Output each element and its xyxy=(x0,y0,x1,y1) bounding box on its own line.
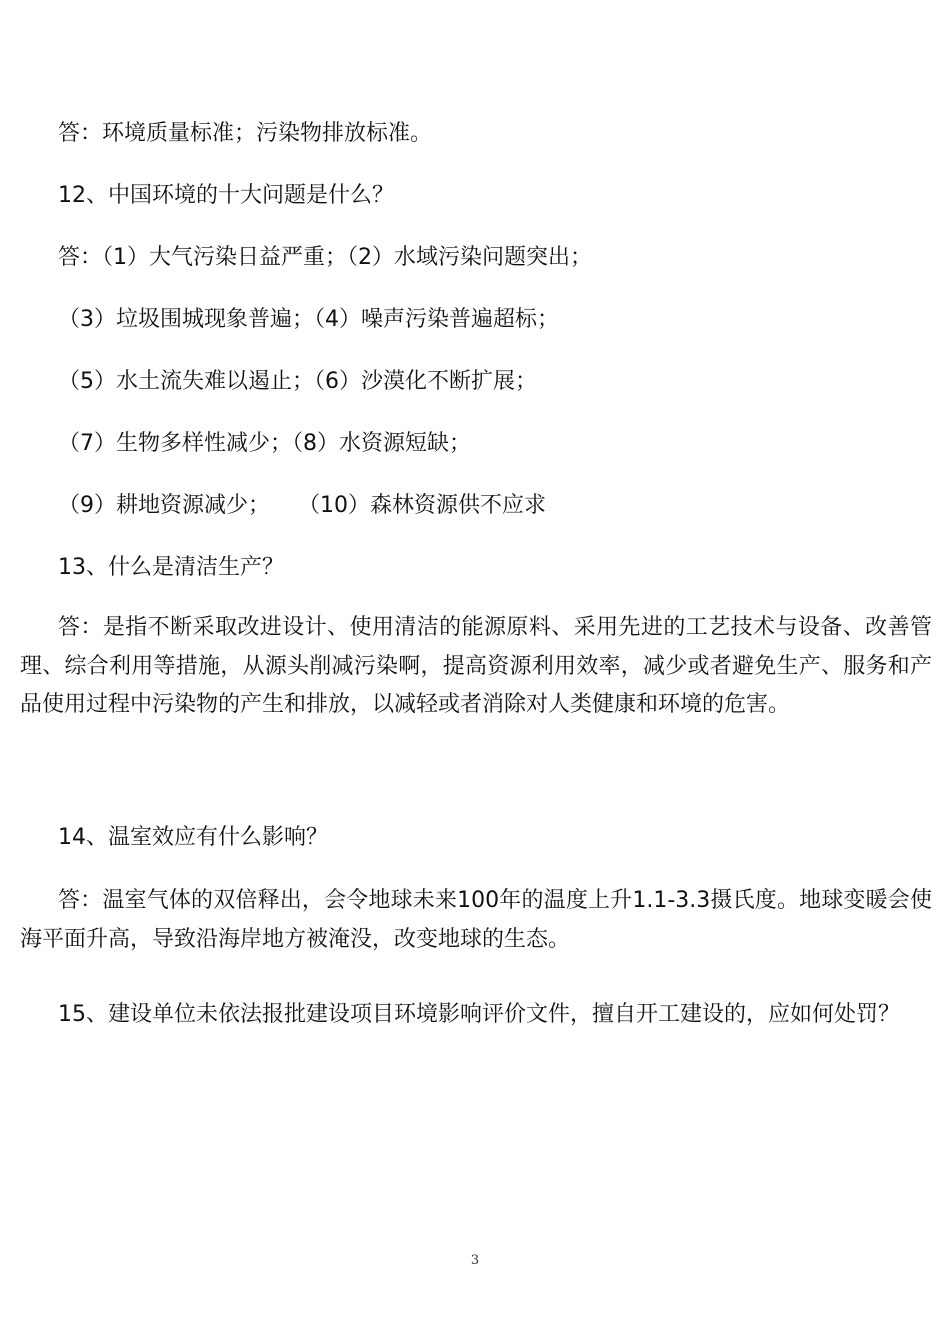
answer-14: 答：温室气体的双倍释出，会令地球未来100年的温度上升1.1-3.3摄氏度。地球变暖会使海平面升高，导致沿海岸地方被淹没，改变地球的生态。 xyxy=(20,888,932,952)
page-number: 3 xyxy=(470,1253,480,1268)
answer-12-line-3: （5）水土流失难以遏止；（6）沙漠化不断扩展； xyxy=(58,369,537,394)
answer-12-line-2: （3）垃圾围城现象普遍；（4）噪声污染普遍超标； xyxy=(58,307,559,332)
question-14: 14、温室效应有什么影响？ xyxy=(58,825,328,850)
answer-11: 答：环境质量标准；污染物排放标准。 xyxy=(58,121,433,146)
answer-12-line-5: （9）耕地资源减少； （10）森林资源供不应求 xyxy=(58,493,546,518)
question-15: 15、建设单位未依法报批建设项目环境影响评价文件，擅自开工建设的，应如何处罚？ xyxy=(58,1002,900,1027)
answer-12-line-1: 答：（1）大气污染日益严重；（2）水域污染问题突出； xyxy=(58,245,592,270)
question-13: 13、什么是清洁生产？ xyxy=(58,555,284,580)
answer-13: 答：是指不断采取改进设计、使用清洁的能源原料、采用先进的工艺技术与设备、改善管理、综合利用等措施，从源头削减污染啊，提高资源利用效率，减少或者避免生产、服务和产品使用过程中污染物的产生和排放，以减轻或者消除对人类健康和环境的危害。 xyxy=(20,615,932,717)
question-12: 12、中国环境的十大问题是什么？ xyxy=(58,183,394,208)
answer-12-line-4: （7）生物多样性减少；（8）水资源短缺； xyxy=(58,431,471,456)
